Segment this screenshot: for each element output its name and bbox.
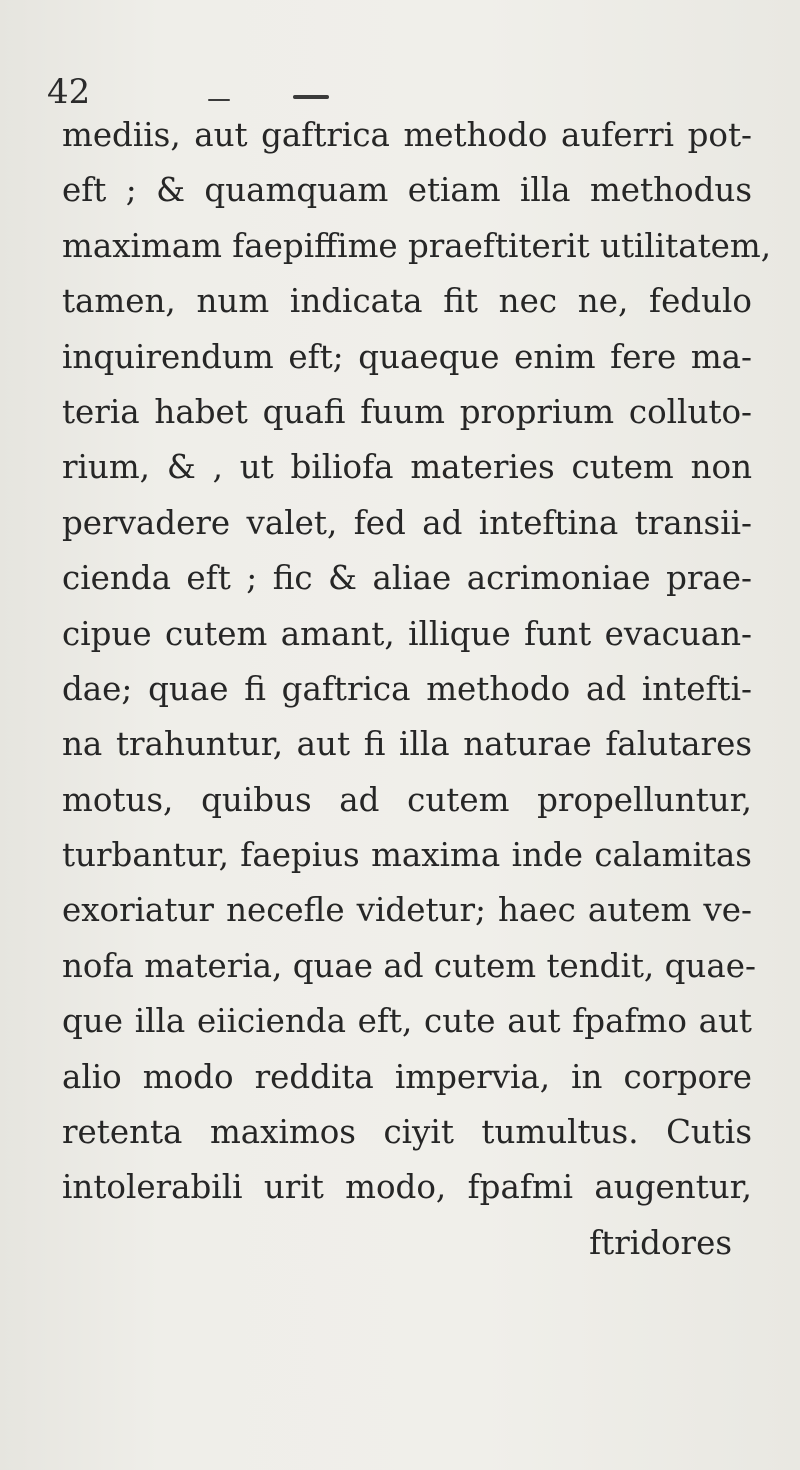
text-line: mediis, aut gaftrica methodo auferri pot-	[62, 116, 752, 154]
text-line: eft ; & quamquam etiam illa methodus	[62, 171, 752, 210]
text-line: tamen, num indicata fit nec ne, fedulo	[62, 282, 752, 321]
text-line: maximam faepiffime praeftiterit utilitatem,	[62, 226, 772, 265]
text-line: cipue cutem amant, illique funt evacuan-	[62, 614, 752, 653]
header-rule	[293, 95, 329, 99]
text-line: motus, quibus ad cutem propelluntur,	[62, 780, 752, 819]
text-line: intolerabili urit modo, fpafmi augentur,	[62, 1168, 752, 1207]
text-line: alio modo reddita impervia, in corpore	[62, 1057, 752, 1096]
header-rule	[208, 99, 230, 101]
text-line: nofa materia, quae ad cutem tendit, quae-	[62, 946, 756, 985]
text-line: teria habet quafi fuum proprium colluto-	[62, 392, 752, 431]
text-line: dae; quae fi gaftrica methodo ad intefti-	[62, 669, 752, 708]
catchword: ftridores	[589, 1223, 732, 1262]
body-text	[62, 108, 772, 1271]
text-line: pervadere valet, fed ad inteftina transii-	[62, 503, 752, 542]
text-line: turbantur, faepius maxima inde calamitas	[62, 836, 752, 875]
page-number: 42	[47, 72, 91, 112]
text-line: na trahuntur, aut fi illa naturae falutares	[62, 725, 752, 764]
text-line: que illa eiicienda eft, cute aut fpafmo aut	[62, 1002, 752, 1041]
text-line: cienda eft ; fic & aliae acrimoniae prae-	[62, 559, 752, 598]
text-line: retenta maximos ciyit tumultus. Cutis	[62, 1113, 752, 1152]
text-line: rium, & , ut biliofa materies cutem non	[62, 448, 752, 487]
text-line: inquirendum eft; quaeque enim fere ma-	[62, 337, 752, 376]
text-line: exoriatur necefle videtur; haec autem ve-	[62, 891, 752, 930]
